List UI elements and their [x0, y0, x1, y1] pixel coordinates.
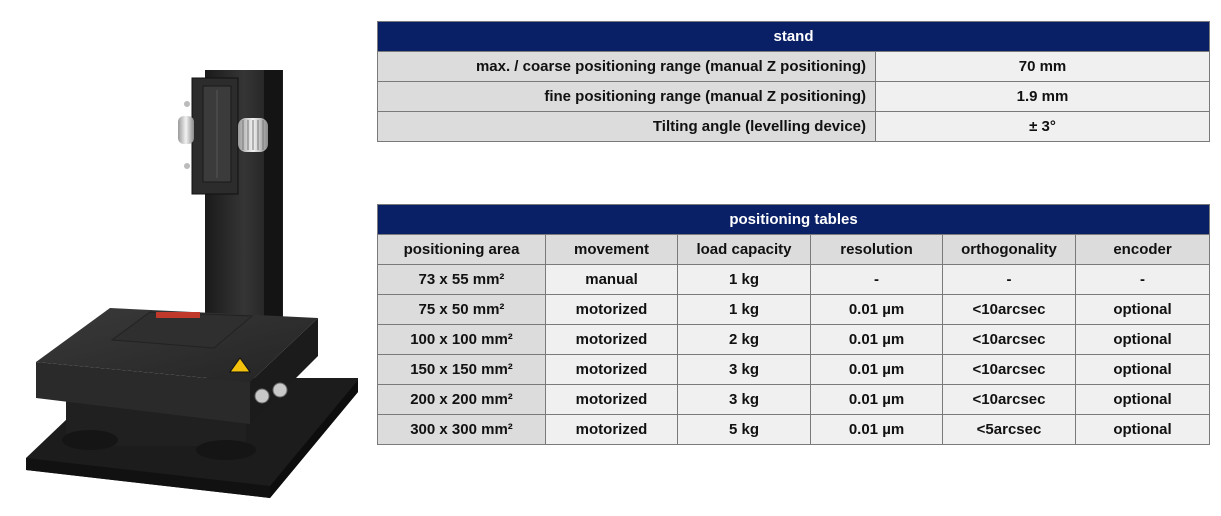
product-image	[0, 0, 370, 511]
table-cell: motorized	[546, 325, 678, 355]
table-cell: 200 x 200 mm²	[378, 385, 546, 415]
connector-icon	[273, 383, 287, 397]
table-row	[378, 325, 1210, 355]
spec-value: 70 mm	[876, 52, 1210, 82]
column-header: movement	[546, 235, 678, 265]
table-row	[378, 112, 1210, 142]
header-row	[378, 235, 1210, 265]
positioning-tables-title: positioning tables	[378, 205, 1210, 235]
table-cell: motorized	[546, 385, 678, 415]
table-cell: motorized	[546, 295, 678, 325]
table-cell: -	[1076, 265, 1210, 295]
table-cell: <5arcsec	[943, 415, 1076, 445]
spec-label: max. / coarse positioning range (manual Z positioning)	[378, 52, 876, 82]
table-cell: 5 kg	[678, 415, 811, 445]
spec-value: ± 3°	[876, 112, 1210, 142]
column-header: load capacity	[678, 235, 811, 265]
table-cell: 73 x 55 mm²	[378, 265, 546, 295]
table-row	[378, 265, 1210, 295]
table-row	[378, 415, 1210, 445]
stand-spec-table	[377, 21, 1210, 142]
column-header: orthogonality	[943, 235, 1076, 265]
table-cell: motorized	[546, 415, 678, 445]
table-row	[378, 52, 1210, 82]
table-cell: optional	[1076, 415, 1210, 445]
table-cell: <10arcsec	[943, 325, 1076, 355]
fine-adjust-knob	[178, 116, 194, 144]
table-cell: optional	[1076, 355, 1210, 385]
table-cell: 0.01 µm	[811, 415, 943, 445]
table-cell: manual	[546, 265, 678, 295]
column-header: positioning area	[378, 235, 546, 265]
table-cell: <10arcsec	[943, 295, 1076, 325]
table-row	[378, 355, 1210, 385]
table-cell: 0.01 µm	[811, 355, 943, 385]
table-row	[378, 385, 1210, 415]
positioning-stand-illustration	[0, 0, 370, 511]
table-cell: 3 kg	[678, 355, 811, 385]
levelling-foot	[196, 440, 256, 460]
connector-icon	[255, 389, 269, 403]
table-cell: 3 kg	[678, 385, 811, 415]
table-cell: 75 x 50 mm²	[378, 295, 546, 325]
table-cell: 1 kg	[678, 265, 811, 295]
spec-value: 1.9 mm	[876, 82, 1210, 112]
table-cell: motorized	[546, 355, 678, 385]
table-cell: optional	[1076, 295, 1210, 325]
table-cell: <10arcsec	[943, 355, 1076, 385]
table-row	[378, 82, 1210, 112]
brand-label	[156, 312, 200, 318]
table-cell: optional	[1076, 385, 1210, 415]
table-cell: -	[943, 265, 1076, 295]
table-cell: 0.01 µm	[811, 295, 943, 325]
table-cell: -	[811, 265, 943, 295]
table-cell: 0.01 µm	[811, 325, 943, 355]
table-cell: 2 kg	[678, 325, 811, 355]
column-header: resolution	[811, 235, 943, 265]
spec-label: fine positioning range (manual Z positioning)	[378, 82, 876, 112]
spec-label: Tilting angle (levelling device)	[378, 112, 876, 142]
levelling-foot	[62, 430, 118, 450]
table-cell: 1 kg	[678, 295, 811, 325]
column-header: encoder	[1076, 235, 1210, 265]
positioning-tables-spec-table	[377, 204, 1210, 445]
table-cell: 300 x 300 mm²	[378, 415, 546, 445]
table-cell: 100 x 100 mm²	[378, 325, 546, 355]
table-row	[378, 295, 1210, 325]
stand-table-title: stand	[378, 22, 1210, 52]
table-cell: 0.01 µm	[811, 385, 943, 415]
table-cell: optional	[1076, 325, 1210, 355]
table-cell: <10arcsec	[943, 385, 1076, 415]
table-cell: 150 x 150 mm²	[378, 355, 546, 385]
